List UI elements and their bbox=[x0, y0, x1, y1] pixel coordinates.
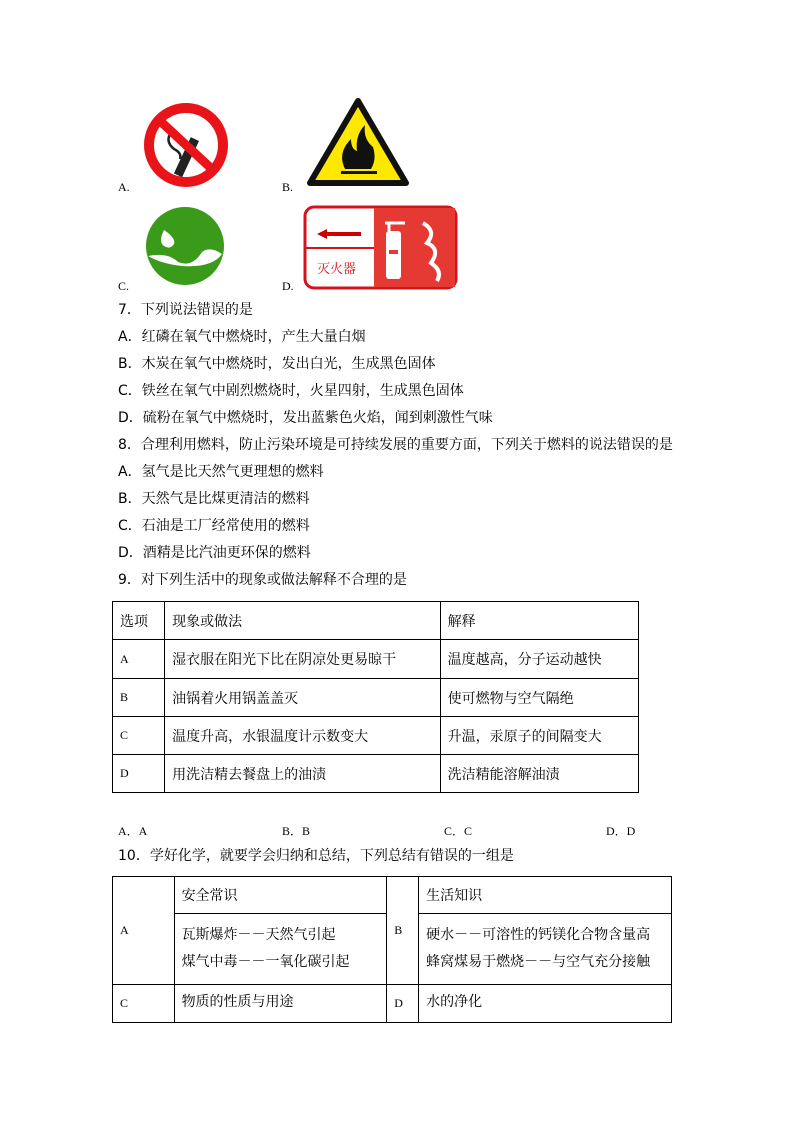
cell: C bbox=[113, 717, 165, 755]
group-c-title: 物质的性质与用途 bbox=[174, 985, 387, 1023]
q9-table bbox=[112, 601, 639, 793]
water-saving-sign-icon bbox=[144, 206, 226, 286]
cell: B bbox=[113, 679, 165, 717]
header-cell: 选项 bbox=[113, 602, 165, 640]
table-row bbox=[113, 640, 639, 679]
q7-stem: 7．下列说法错误的是 bbox=[118, 302, 253, 318]
q7-option-a: A．红磷在氧气中燃烧时，产生大量白烟 bbox=[118, 329, 366, 345]
q6-option-c-label: C. bbox=[118, 279, 130, 293]
q7-option-b: B．木炭在氧气中燃烧时，发出白光，生成黑色固体 bbox=[118, 356, 436, 372]
header-cell: 解释 bbox=[440, 602, 638, 640]
table-row bbox=[113, 755, 639, 793]
q9-option-c: C．C bbox=[444, 824, 473, 838]
group-a-label: A bbox=[113, 877, 175, 985]
table-header-row bbox=[113, 602, 639, 640]
q9-option-b: B．B bbox=[282, 824, 311, 838]
group-d-title: 水的净化 bbox=[419, 985, 672, 1023]
q9-option-a: A．A bbox=[118, 824, 148, 838]
q8-option-b: B．天然气是比煤更清洁的燃料 bbox=[118, 491, 310, 507]
cell: D bbox=[113, 755, 165, 793]
cell: 使可燃物与空气隔绝 bbox=[440, 679, 638, 717]
cell: 升温，汞原子的间隔变大 bbox=[440, 717, 638, 755]
q7-option-d: D．硫粉在氧气中燃烧时，发出蓝紫色火焰，闻到刺激性气味 bbox=[118, 410, 493, 426]
cell: 用洗洁精去餐盘上的油渍 bbox=[165, 755, 441, 793]
q8-option-c: C．石油是工厂经常使用的燃料 bbox=[118, 518, 310, 534]
q6-option-d-label: D. bbox=[282, 279, 294, 293]
table-row bbox=[113, 985, 672, 1023]
q9-option-d: D．D bbox=[606, 824, 636, 838]
group-a-title: 安全常识 bbox=[174, 877, 387, 914]
q7-option-c: C．铁丝在氧气中剧烈燃烧时，火星四射，生成黑色固体 bbox=[118, 383, 464, 399]
group-a-line: 瓦斯爆炸－－天然气引起 bbox=[181, 927, 336, 943]
table-row bbox=[113, 877, 672, 914]
fire-extinguisher-text: 灭火器 bbox=[317, 262, 357, 277]
q8-stem: 8．合理利用燃料，防止污染环境是可持续发展的重要方面，下列关于燃料的说法错误的是 bbox=[118, 437, 673, 453]
q10-table bbox=[112, 876, 672, 1023]
cell: A bbox=[113, 640, 165, 679]
no-smoking-sign-icon bbox=[142, 101, 230, 189]
cell: 油锅着火用锅盖盖灭 bbox=[165, 679, 441, 717]
group-b-line: 硬水－－可溶性的钙镁化合物含量高 bbox=[426, 927, 651, 943]
group-b-title: 生活知识 bbox=[419, 877, 672, 914]
q8-option-a: A．氢气是比天然气更理想的燃料 bbox=[118, 464, 324, 480]
cell: 湿衣服在阳光下比在阴凉处更易晾干 bbox=[165, 640, 441, 679]
table-row bbox=[113, 679, 639, 717]
q9-stem: 9．对下列生活中的现象或做法解释不合理的是 bbox=[118, 572, 407, 588]
q6-option-b-label: B. bbox=[282, 180, 294, 194]
group-b-line: 蜂窝煤易于燃烧－－与空气充分接触 bbox=[426, 954, 651, 970]
group-b-label: B bbox=[387, 877, 419, 985]
q10-stem: 10．学好化学，就要学会归纳和总结，下列总结有错误的一组是 bbox=[118, 848, 514, 864]
q8-option-d: D．酒精是比汽油更环保的燃料 bbox=[118, 545, 311, 561]
group-d-label: D bbox=[387, 985, 419, 1023]
cell: 洗洁精能溶解油渍 bbox=[440, 755, 638, 793]
fire-extinguisher-sign-icon bbox=[303, 205, 458, 290]
group-a-line: 煤气中毒－－一氧化碳引起 bbox=[181, 954, 350, 970]
group-c-label: C bbox=[113, 985, 175, 1023]
flammable-warning-sign-icon bbox=[307, 97, 410, 188]
cell: 温度越高，分子运动越快 bbox=[440, 640, 638, 679]
table-row bbox=[113, 717, 639, 755]
q6-option-a-label: A. bbox=[118, 180, 130, 194]
cell: 温度升高，水银温度计示数变大 bbox=[165, 717, 441, 755]
header-cell: 现象或做法 bbox=[165, 602, 441, 640]
